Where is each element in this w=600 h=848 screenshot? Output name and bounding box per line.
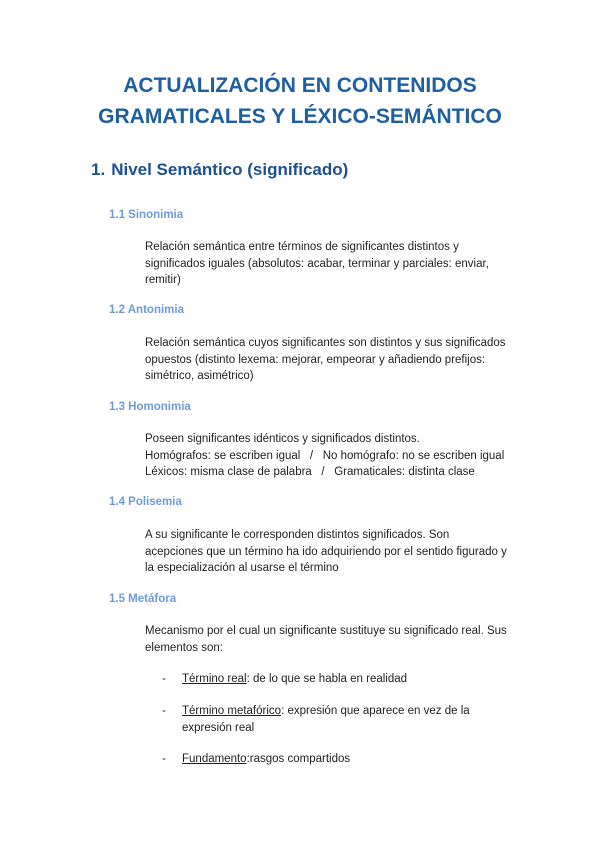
bullet-term: Término metafórico [182, 705, 282, 717]
bullet-term: Término real [182, 673, 247, 685]
bullet-dash: - [162, 753, 166, 765]
paragraph-line: acepciones que un término ha ido adquiriendo por el sentido figurado y [145, 545, 507, 558]
bullet-dash: - [162, 673, 166, 685]
paragraph-line: Poseen significantes idénticos y significados distintos. [145, 433, 420, 445]
subheading-antonimia: 1.2 Antonimia [109, 304, 184, 316]
paragraph-line: significados iguales (absolutos: acabar, terminar y parciales: enviar, [145, 257, 489, 270]
title-line-1: ACTUALIZACIÓN EN CONTENIDOS [123, 74, 477, 97]
paragraph-line: remitir) [145, 274, 181, 286]
paragraph-sinonimia [145, 239, 545, 289]
subheading-metafora: 1.5 Metáfora [109, 593, 177, 605]
paragraph-line: Léxicos: misma clase de palabra / Gramaticales: distinta clase [145, 466, 475, 478]
title-line-2: GRAMATICALES Y LÉXICO-SEMÁNTICO [98, 105, 502, 128]
paragraph-metafora [145, 623, 545, 656]
paragraph-antonimia [145, 335, 545, 385]
paragraph-line: la especialización al usarse el término [145, 562, 339, 574]
bullet-continuation: expresión real [182, 721, 255, 734]
paragraph-line: Relación semántica cuyos significantes son distintos y sus significados [145, 337, 506, 349]
subheading-sinonimia: 1.1 Sinonimia [109, 209, 184, 221]
paragraph-line: elementos son: [145, 641, 223, 654]
subheading-polisemia: 1.4 Polisemia [109, 496, 182, 508]
paragraph-homonimia [145, 431, 545, 481]
section-heading-1 [91, 160, 348, 180]
bullet-text: :rasgos compartidos [246, 753, 351, 765]
bullet-dash: - [162, 705, 166, 717]
paragraph-line: Relación semántica entre términos de significantes distintos y [145, 241, 459, 253]
paragraph-line: Homógrafos: se escriben igual / No homógrafo: no se escriben igual [145, 449, 505, 462]
paragraph-line: opuestos (distinto lexema: mejorar, empeorar y añadiendo prefijos: [145, 353, 486, 366]
bullet-term: Fundamento [182, 753, 247, 765]
document-title [0, 70, 600, 132]
section-number: 1. [91, 160, 106, 179]
bullet-text: : expresión que aparece en vez de la [281, 705, 470, 717]
paragraph-line: simétrico, asimétrico) [145, 370, 254, 382]
paragraph-line: A su significante le corresponden distintos significados. Son [145, 529, 450, 541]
bullet-text: : de lo que se habla en realidad [246, 673, 408, 685]
paragraph-line: Mecanismo por el cual un significante sustituye su significado real. Sus [145, 625, 507, 637]
subheading-homonimia: 1.3 Homonimia [109, 401, 191, 413]
paragraph-polisemia [145, 527, 545, 577]
section-title: Nivel Semántico (significado) [111, 160, 349, 179]
